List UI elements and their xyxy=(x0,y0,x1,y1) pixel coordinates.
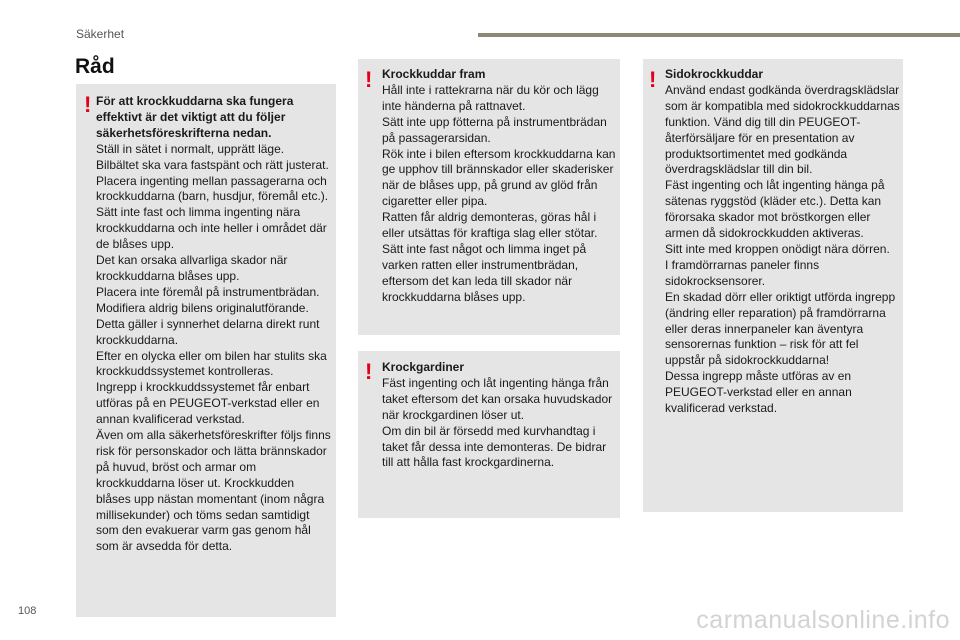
section-label: Säkerhet xyxy=(76,27,125,41)
advice-heading: Krockgardiner xyxy=(382,360,465,374)
advice-box-side-airbags xyxy=(643,59,903,512)
advice-line: Sätt inte upp fötterna på instrumentbrädan på passagerarsidan. xyxy=(382,114,607,145)
advice-box-general xyxy=(76,84,336,617)
advice-text xyxy=(665,67,901,417)
warning-icon: ! xyxy=(365,67,373,92)
advice-line: En skadad dörr eller oriktigt utförda ingrepp (ändring eller reparation) på framdörrarna eller deras innerpaneler kan äventyra sensorernas funktion – risk för att fel uppstår på sidokrockkuddarna! xyxy=(665,289,896,368)
advice-text xyxy=(382,360,618,471)
advice-box-front-airbags xyxy=(358,59,620,335)
warning-icon: ! xyxy=(84,92,92,117)
header-divider-bar xyxy=(478,33,960,37)
advice-line: Placera ingenting mellan passagerarna och krockkuddarna (barn, husdjur, föremål etc.). Sätt inte fast och limma ingenting nära krockkuddarna och inte heller i området där de blåses upp. xyxy=(96,173,329,252)
advice-line: Rök inte i bilen eftersom krockkuddarna kan ge upphov till brännskador eller skaderisker när de blåses upp, på grund av glöd från cigaretter eller pipa. xyxy=(382,146,616,209)
advice-text xyxy=(382,67,618,306)
advice-line: Ställ in sätet i normalt, upprätt läge. xyxy=(96,141,285,156)
advice-line: Placera inte föremål på instrumentbrädan. xyxy=(96,284,320,299)
advice-line: Om din bil är försedd med kurvhandtag i taket får dessa inte demonteras. De bidrar till att hålla fast krockgardinerna. xyxy=(382,423,607,470)
advice-line: Sitt inte med kroppen onödigt nära dörren. xyxy=(665,241,890,256)
advice-line: Sätt inte fast något och limma inget på varken ratten eller instrumentbrädan, eftersom det kan leda till skador när krockkuddarna blåses upp. xyxy=(382,241,587,304)
page-title: Råd xyxy=(75,55,115,78)
advice-text xyxy=(96,94,332,555)
watermark-text: carmanualsonline.info xyxy=(696,606,950,634)
advice-line: Modifiera aldrig bilens originalutförande. Detta gäller i synnerhet delarna direkt runt krockkuddarna. xyxy=(96,300,320,347)
warning-icon: ! xyxy=(649,67,657,92)
advice-line: Efter en olycka eller om bilen har stulits ska krockkuddssystemet kontrolleras. xyxy=(96,348,327,379)
advice-line: Det kan orsaka allvarliga skador när krockkuddarna blåses upp. xyxy=(96,253,288,283)
advice-line: Ratten får aldrig demonteras, göras hål i eller utsättas för kraftiga slag eller stötar. xyxy=(382,210,598,241)
advice-heading: Krockkuddar fram xyxy=(382,67,486,81)
advice-line: Dessa ingrepp måste utföras av en PEUGEOT-verkstad eller en annan kvalificerad verkstad. xyxy=(665,369,852,416)
advice-line: Fäst ingenting och låt ingenting hänga från taket eftersom det kan orsaka huvudskador när krockgardinen löser ut. xyxy=(382,375,613,422)
advice-line: Fäst ingenting och låt ingenting hänga på sätenas ryggstöd (kläder etc.). Detta kan förorsaka skador mot bröstkorgen eller armen då sidokrockkudden aktiveras. xyxy=(665,178,885,241)
advice-line: Håll inte i rattekrarna när du kör och lägg inte händerna på rattnavet. xyxy=(382,82,599,113)
advice-heading: Sidokrockkuddar xyxy=(665,67,764,81)
advice-box-curtain-airbags xyxy=(358,351,620,518)
advice-line: Använd endast godkända överdragsklädslar som är kompatibla med sidokrockkuddarnas funktion. Vänd dig till din PEUGEOT-återförsäljare för en presentation av produktsortimentet med godkända överdragsklädslar till din bil. xyxy=(665,82,900,177)
warning-icon: ! xyxy=(365,359,373,384)
advice-line: Bilbältet ska vara fastspänt och rätt justerat. xyxy=(96,157,329,172)
advice-line: Ingrepp i krockkuddssystemet får enbart utföras på en PEUGEOT-verkstad eller en annan kvalificerad verkstad. xyxy=(96,380,320,427)
advice-line: Även om alla säkerhetsföreskrifter följs finns risk för personskador och lätta brännskador på huvud, bröst och armar om krockkuddarna löser ut. Krockkudden blåses upp nästan momentant (inom några millisekunder) och töms sedan samtidigt som den evakuerar varm gas genom hål som är avsedda för detta. xyxy=(96,428,331,554)
page-number: 108 xyxy=(18,605,37,617)
advice-line: I framdörrarnas paneler finns sidokrocksensorer. xyxy=(665,257,820,288)
advice-heading: För att krockkuddarna ska fungera effektivt är det viktigt att du följer säkerhetsföreskrifterna nedan. xyxy=(96,94,294,140)
